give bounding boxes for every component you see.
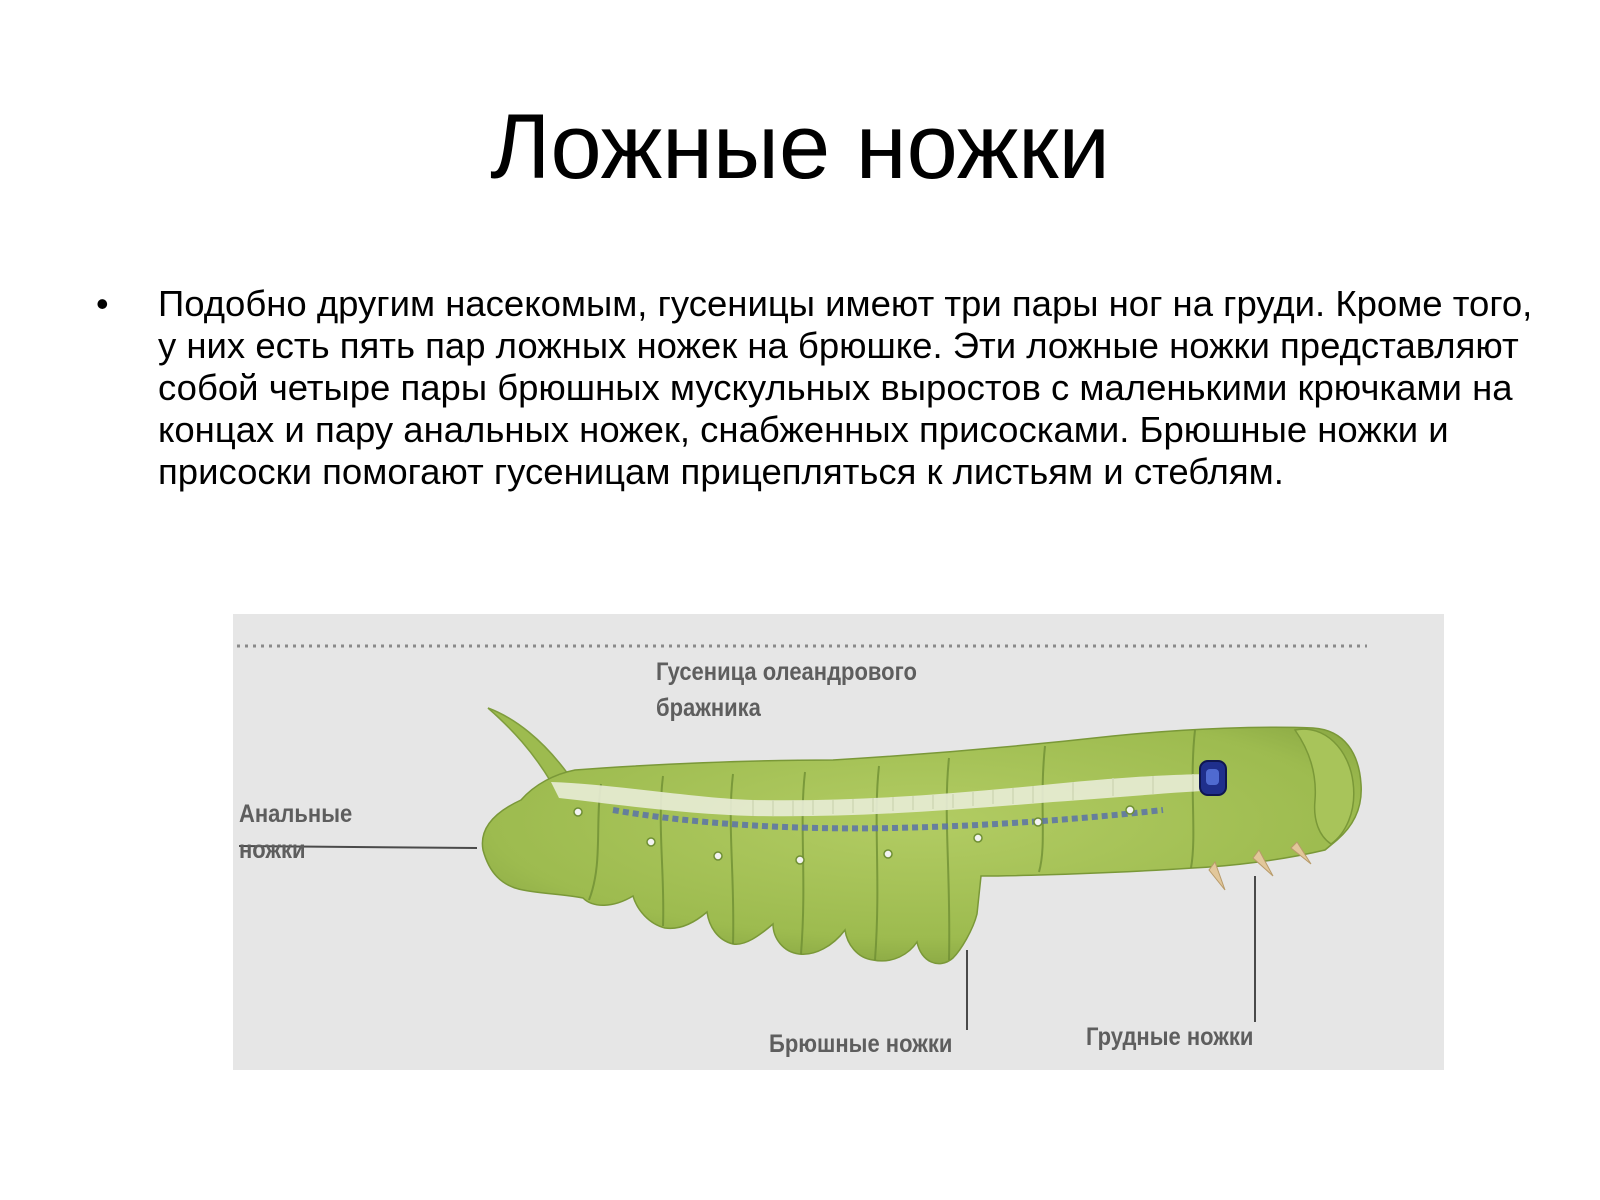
caudal-horn [488,708,568,782]
thoracic-legs-label: Грудные ножки [1086,1023,1254,1051]
species-label: Гусеница олеандрового бражника [656,658,917,722]
abdominal-legs-label: Брюшные ножки [769,1030,953,1058]
anal-legs-label: Анальные ножки [239,800,353,864]
bullet-list [96,283,1536,493]
bullet-item [96,283,1536,493]
caterpillar-figure [233,614,1444,1070]
caterpillar-body [482,727,1361,963]
bullet-marker: • [96,283,109,324]
bullet-text: Подобно другим насекомым, гусеницы имеют три пары ног на груди. Кроме того, у них есть пять пар ложных ножек на брюшке. Эти ложные ножки представляют собой четыре пары брюшных мускульных выростов с маленькими крючками на концах и пару анальных ножек, снабженных присосками. Брюшные ножки и присоски помогают гусеницам прицепляться к листьям и стеблям. [158,283,1533,492]
slide-title: Ложные ножки [490,96,1110,198]
